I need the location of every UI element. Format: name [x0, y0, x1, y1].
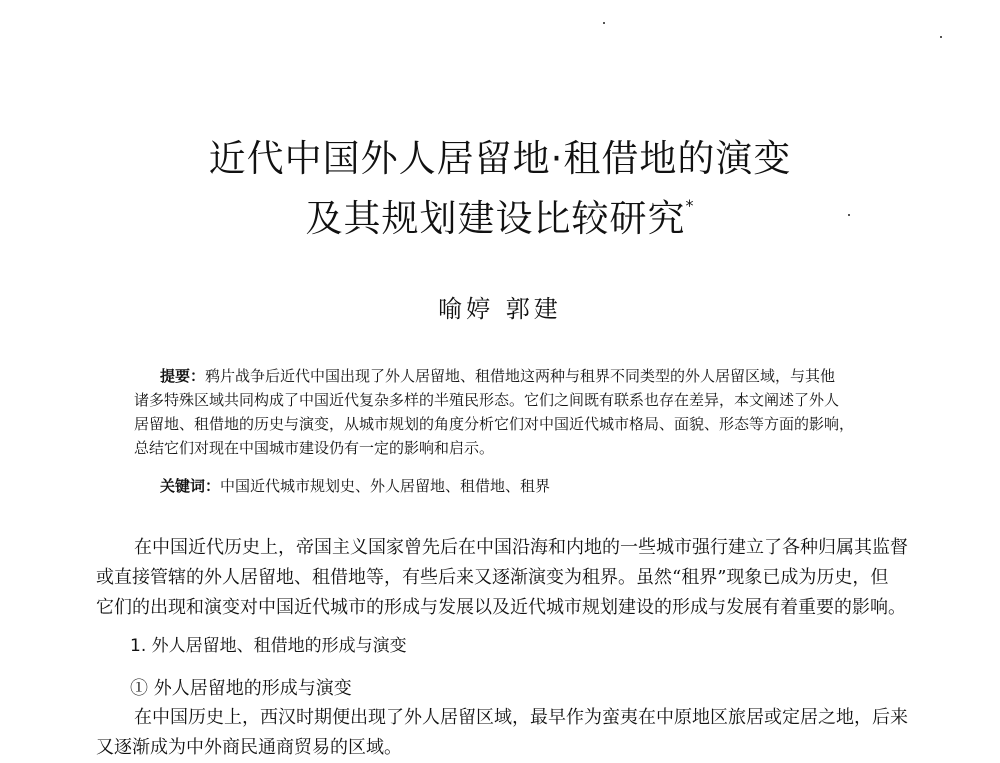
abstract-label: 提要： — [160, 367, 206, 385]
intro-line-1: 在中国近代历史上，帝国主义国家曾先后在中国沿海和内地的一些城市强行建立了各种归属其监督 — [134, 537, 908, 558]
keywords — [160, 474, 900, 498]
scan-speck — [940, 36, 942, 38]
keywords-text: 中国近代城市规划史、外人居留地、租借地、租界 — [220, 477, 551, 495]
title-line-1: 近代中国外人居留地·租借地的演变 — [208, 137, 792, 180]
abstract-line-3: 居留地、租借地的历史与演变，从城市规划的角度分析它们对中国近代城市格局、面貌、形态等方面的影响， — [134, 415, 855, 433]
para2-line-2: 又逐渐成为中外商民通商贸易的区域。 — [96, 737, 402, 758]
abstract-line-2: 诸多特殊区域共同构成了中国近代复杂多样的半殖民形态。它们之间既有联系也存在差异，本文阐述了外人 — [134, 391, 840, 409]
abstract-text-1: 鸦片战争后近代中国出现了外人居留地、租借地这两种与租界不同类型的外人居留区域，与其他 — [205, 367, 836, 385]
intro-line-2: 或直接管辖的外人居留地、租借地等，有些后来又逐渐演变为租界。虽然“租界”现象已成为历史，但 — [96, 567, 889, 588]
title-line-2-text: 及其规划建设比较研究 — [305, 197, 686, 240]
scan-speck — [848, 214, 850, 216]
scan-speck — [603, 22, 605, 24]
abstract-line-4: 总结它们对现在中国城市建设仍有一定的影响和启示。 — [134, 439, 495, 457]
abstract-line-1 — [160, 364, 900, 388]
intro-line-3: 它们的出现和演变对中国近代城市的形成与发展以及近代城市规划建设的形成与发展有着重要的影响。 — [96, 597, 906, 618]
title-footnote-mark: * — [685, 196, 695, 215]
subsection-heading-1: ① 外人居留地的形成与演变 — [130, 678, 352, 699]
keywords-label: 关键词： — [160, 477, 221, 495]
authors: 喻婷 郭建 — [438, 295, 562, 323]
section-heading-1: 1. 外人居留地、租借地的形成与演变 — [130, 636, 407, 656]
title-line-2 — [0, 196, 1000, 240]
para2-line-1: 在中国历史上，西汉时期便出现了外人居留区域，最早作为蛮夷在中原地区旅居或定居之地，后来 — [134, 707, 908, 728]
